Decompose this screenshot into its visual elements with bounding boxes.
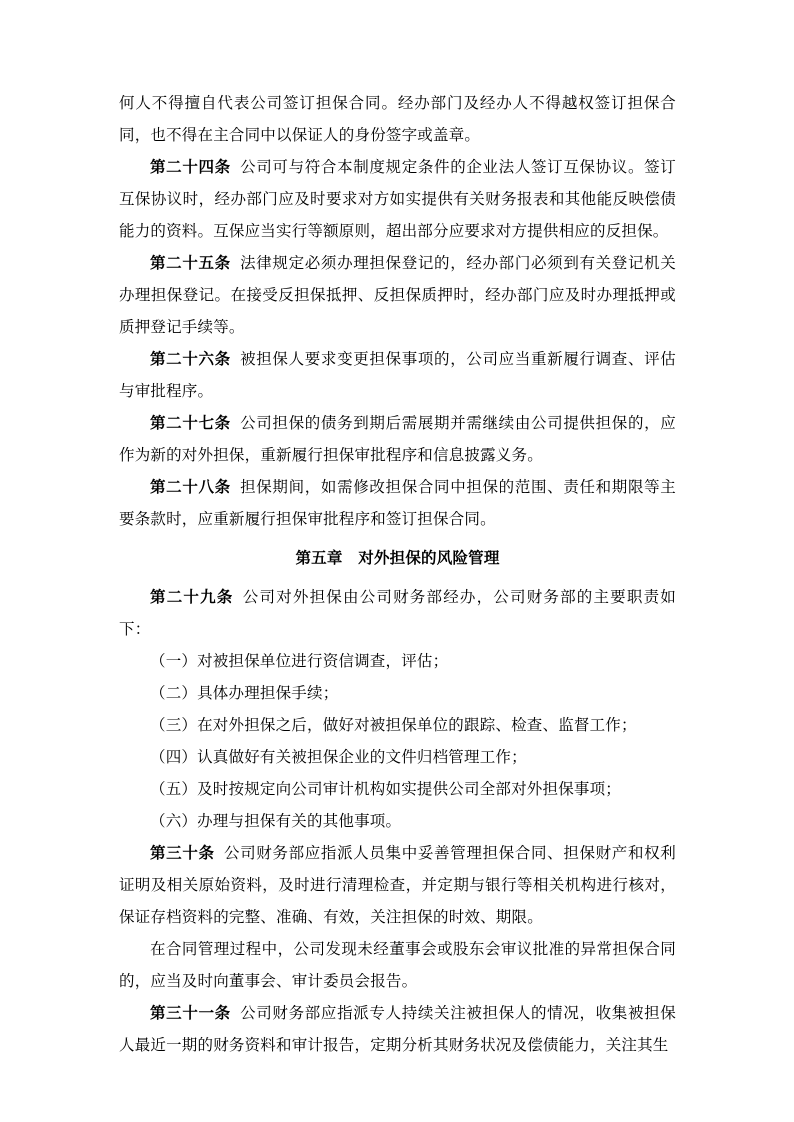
body-paragraph	[119, 646, 676, 678]
paragraph-text: 公司对外担保由公司财务部经办，公司财务部的主要职责如下：	[119, 589, 676, 638]
paragraph-text: 公司财务部应指派专人持续关注被担保人的情况，收集被担保人最近一期的财务资料和审计报告，定期分析其财务状况及偿债能力，关注其生	[119, 1005, 676, 1054]
body-paragraph	[119, 678, 676, 710]
body-paragraph	[119, 806, 676, 838]
paragraph-text: 何人不得擅自代表公司签订担保合同。经办部门及经办人不得越权签订担保合同，也不得在主合同中以保证人的身份签字或盖章。	[119, 95, 676, 144]
paragraph-text: 在合同管理过程中，公司发现未经董事会或股东会审议批准的异常担保合同的，应当及时向董事会、审计委员会报告。	[119, 941, 676, 990]
document-content	[119, 88, 676, 1062]
article-paragraph	[119, 248, 676, 344]
chapter-title-text: 第五章 对外担保的风险管理	[295, 550, 500, 567]
chapter-heading	[119, 543, 676, 575]
paragraph-text: （三）在对外担保之后，做好对被担保单位的跟踪、检查、监督工作；	[150, 717, 637, 734]
article-number: 第二十四条	[150, 159, 231, 176]
paragraph-text: 担保期间，如需修改担保合同中担保的范围、责任和期限等主要条款时，应重新履行担保审批程序和签订担保合同。	[119, 479, 676, 528]
article-paragraph	[119, 582, 676, 646]
paragraph-text: （六）办理与担保有关的其他事项。	[150, 813, 402, 830]
body-paragraph	[119, 742, 676, 774]
article-number: 第二十七条	[150, 415, 231, 432]
article-paragraph	[119, 838, 676, 934]
paragraph-text: （二）具体办理担保手续；	[150, 685, 339, 702]
body-paragraph	[119, 934, 676, 998]
paragraph-text: 公司可与符合本制度规定条件的企业法人签订互保协议。签订互保协议时，经办部门应及时要求对方如实提供有关财务报表和其他能反映偿债能力的资料。互保应当实行等额原则，超出部分应要求对方提供相应的反担保。	[119, 159, 676, 240]
article-number: 第二十五条	[150, 255, 231, 272]
paragraph-text: 法律规定必须办理担保登记的，经办部门必须到有关登记机关办理担保登记。在接受反担保抵押、反担保质押时，经办部门应及时办理抵押或质押登记手续等。	[119, 255, 676, 336]
article-number: 第二十九条	[150, 589, 234, 606]
article-paragraph	[119, 152, 676, 248]
article-paragraph	[119, 408, 676, 472]
paragraph-text: （五）及时按规定向公司审计机构如实提供公司全部对外担保事项；	[150, 781, 622, 798]
paragraph-text: 公司担保的债务到期后需展期并需继续由公司提供担保的，应作为新的对外担保，重新履行担保审批程序和信息披露义务。	[119, 415, 676, 464]
paragraph-text: （四）认真做好有关被担保企业的文件归档管理工作；	[150, 749, 527, 766]
article-number: 第三十一条	[150, 1005, 231, 1022]
paragraph-text: （一）对被担保单位进行资信调查，评估；	[150, 653, 449, 670]
paragraph-text: 公司财务部应指派人员集中妥善管理担保合同、担保财产和权利证明及相关原始资料，及时进行清理检查，并定期与银行等相关机构进行核对，保证存档资料的完整、准确、有效，关注担保的时效、期限。	[119, 845, 676, 926]
body-paragraph	[119, 88, 676, 152]
paragraph-text: 被担保人要求变更担保事项的，公司应当重新履行调查、评估与审批程序。	[119, 351, 676, 400]
article-number: 第二十六条	[150, 351, 231, 368]
article-paragraph	[119, 344, 676, 408]
body-paragraph	[119, 710, 676, 742]
body-paragraph	[119, 774, 676, 806]
article-number: 第二十八条	[150, 479, 231, 496]
article-paragraph	[119, 998, 676, 1062]
article-number: 第三十条	[150, 845, 215, 862]
article-paragraph	[119, 472, 676, 536]
